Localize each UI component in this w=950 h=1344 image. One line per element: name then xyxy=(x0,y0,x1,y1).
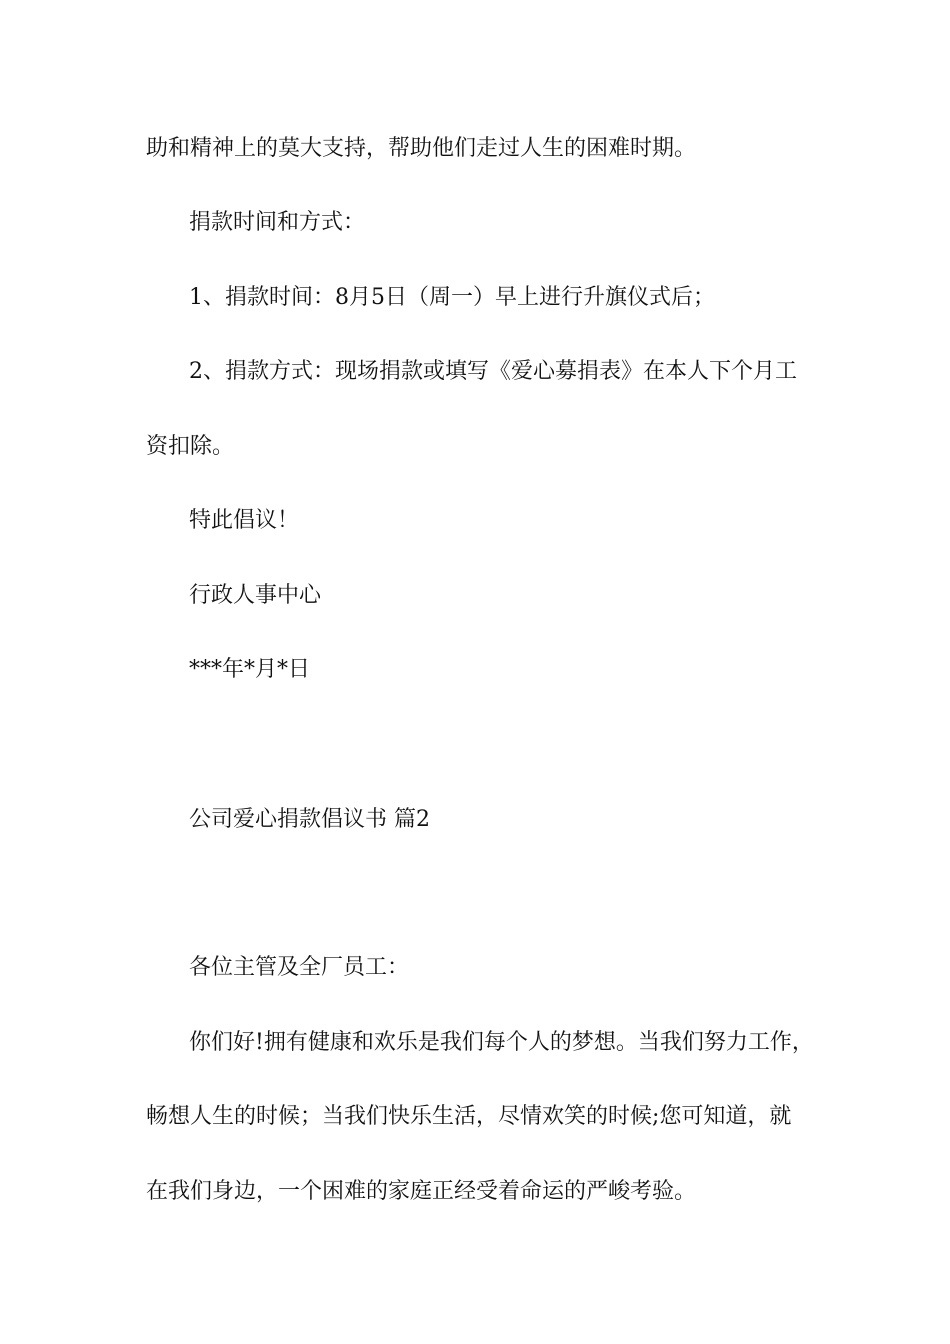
paragraph-line: 在我们身边，一个困难的家庭正经受着命运的严峻考验。 xyxy=(146,1179,697,1204)
list-item: 1、捐款时间：8月5日（周一）早上进行升旗仪式后； xyxy=(189,285,715,310)
paragraph-line: 畅想人生的时候；当我们快乐生活，尽情欢笑的时候;您可知道，就 xyxy=(146,1104,792,1129)
paragraph-line: 助和精神上的莫大支持，帮助他们走过人生的困难时期。 xyxy=(146,136,697,161)
salutation: 各位主管及全厂员工： xyxy=(189,955,410,980)
paragraph-line: 你们好!拥有健康和欢乐是我们每个人的梦想。当我们努力工作， xyxy=(189,1030,814,1055)
paragraph-line: 资扣除。 xyxy=(146,434,235,459)
section-heading: 捐款时间和方式： xyxy=(189,210,366,235)
section-title: 公司爱心捐款倡议书 篇2 xyxy=(189,807,430,832)
closing-remark: 特此倡议！ xyxy=(189,508,300,533)
signature-date: ***年*月*日 xyxy=(189,657,311,682)
signature-department: 行政人事中心 xyxy=(189,583,322,608)
list-item: 2、捐款方式：现场捐款或填写《爱心募捐表》在本人下个月工 xyxy=(189,359,797,384)
